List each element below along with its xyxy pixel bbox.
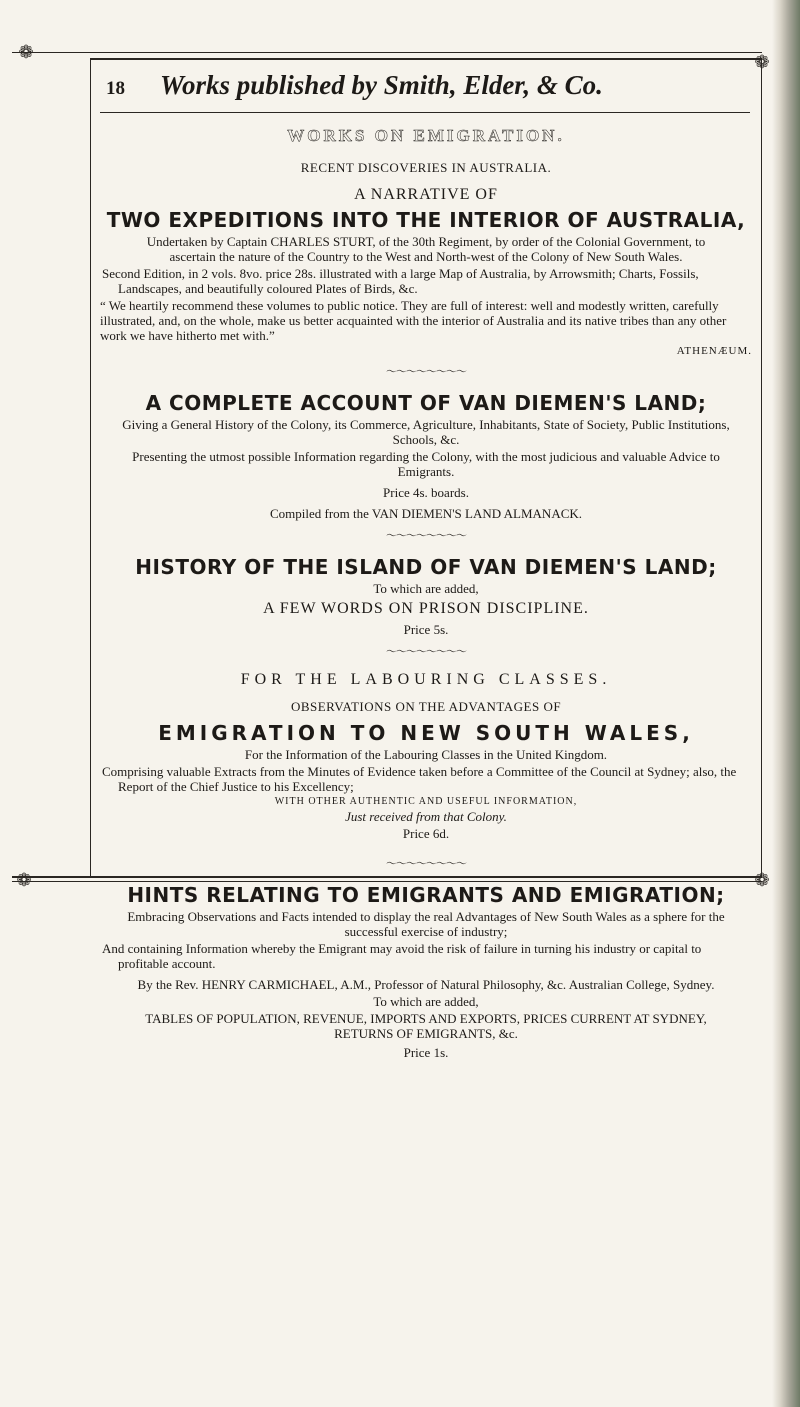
entry-hints-emigrants	[100, 883, 752, 1060]
entry-title: A COMPLETE ACCOUNT OF VAN DIEMEN'S LAND;	[145, 391, 707, 415]
entry-quote: “ We heartily recommend these volumes to public notice. They are full of interest: well and modestly written, carefully illustrated, and, on the whole, make us better acquainted with the interior of Australia and its native tribes than any other work we have hitherto met with.”	[100, 298, 727, 343]
entry-price: Price 4s. boards.	[383, 485, 469, 500]
entry-subtitle: A FEW WORDS ON PRISON DISCIPLINE.	[263, 600, 589, 617]
entry-price: Price 1s.	[403, 1045, 449, 1060]
entry-tables: TABLES OF POPULATION, REVENUE, IMPORTS AND EXPORTS, PRICES CURRENT AT SYDNEY, RETURNS OF EMIGRANTS, &c.	[145, 1011, 707, 1041]
entry-title: TWO EXPEDITIONS INTO THE INTERIOR OF AUSTRALIA,	[106, 208, 746, 232]
divider-squiggle: 〜〜〜〜〜〜〜〜	[386, 366, 466, 378]
entry-history-van-diemens-land	[100, 555, 752, 659]
entry-comprising: Comprising valuable Extracts from the Minutes of Evidence taken before a Committee of the Council at Sydney; also, the Report of the Chief Justice to his Excellency;	[102, 764, 737, 794]
entry-kicker: FOR THE LABOURING CLASSES.	[240, 671, 612, 688]
entry-for-line: For the Information of the Labouring Classes in the United Kingdom.	[244, 747, 608, 762]
divider-squiggle: 〜〜〜〜〜〜〜〜	[386, 858, 466, 870]
entry-two-expeditions	[100, 160, 752, 379]
quote-source: ATHENÆUM.	[676, 345, 752, 357]
entry-edition: Second Edition, in 2 vols. 8vo. price 28s. illustrated with a large Map of Australia, by Arrowsmith; Charts, Fossils, Landscapes, and beautifully coloured Plates of Birds, &c.	[102, 266, 699, 296]
entry-observations: OBSERVATIONS ON THE ADVANTAGES OF	[290, 699, 562, 714]
entry-subtitle: A NARRATIVE OF	[354, 186, 498, 203]
page-number: 18	[106, 78, 125, 99]
frame-rule-top-inner	[90, 58, 762, 60]
entry-line: Presenting the utmost possible Information regarding the Colony, with the most judicious and valuable Advice to Emigrants.	[132, 449, 720, 479]
frame-rule-left	[90, 58, 91, 878]
entry-line: Giving a General History of the Colony, its Commerce, Agriculture, Inhabitants, State of Society, Public Institutions, Schools, &c.	[122, 417, 730, 447]
entry-containing: And containing Information whereby the Emigrant may avoid the risk of failure in turning his industry or capital to profitable account.	[102, 941, 702, 971]
corner-ornament-icon: ❁	[754, 52, 770, 72]
entry-embracing: Embracing Observations and Facts intended to display the real Advantages of New South Wales as a sphere for the successful exercise of industry;	[127, 909, 725, 939]
divider-squiggle: 〜〜〜〜〜〜〜〜	[386, 646, 466, 658]
entry-van-diemens-land-account	[100, 391, 752, 543]
entry-price: Price 5s.	[403, 622, 449, 637]
entry-emigration-nsw	[100, 671, 752, 871]
section-heading: WORKS ON EMIGRATION.	[287, 126, 565, 145]
entry-just-received: Just received from that Colony.	[345, 809, 507, 824]
entry-with-other: WITH OTHER AUTHENTIC AND USEFUL INFORMATION,	[274, 796, 578, 807]
entry-added: To which are added,	[373, 994, 479, 1009]
entry-compiled: Compiled from the VAN DIEMEN'S LAND ALMANACK.	[269, 506, 583, 521]
frame-rule-top	[12, 52, 762, 53]
page-content	[100, 124, 752, 1062]
entry-title: HINTS RELATING TO EMIGRANTS AND EMIGRATION;	[127, 883, 725, 907]
frame-rule-right	[761, 58, 762, 878]
entry-price: Price 6d.	[402, 826, 450, 841]
divider-squiggle: 〜〜〜〜〜〜〜〜	[386, 530, 466, 542]
entry-title: HISTORY OF THE ISLAND OF VAN DIEMEN'S LAND;	[135, 555, 717, 579]
corner-ornament-icon: ❁	[16, 870, 32, 890]
corner-ornament-icon: ❁	[754, 870, 770, 890]
running-title: Works published by Smith, Elder, & Co.	[160, 70, 603, 100]
entry-added: To which are added,	[373, 581, 479, 596]
corner-ornament-icon: ❁	[18, 42, 34, 62]
header-rule	[100, 112, 750, 113]
page-edge-shadow	[772, 0, 800, 1407]
entry-description: Undertaken by Captain CHARLES STURT, of the 30th Regiment, by order of the Colonial Government, to ascertain the nature of the Country to the West and North-west of the Colony of New South Wales.	[146, 234, 706, 264]
entry-author: By the Rev. HENRY CARMICHAEL, A.M., Professor of Natural Philosophy, &c. Australian College, Sydney.	[137, 977, 715, 992]
entry-kicker: RECENT DISCOVERIES IN AUSTRALIA.	[300, 160, 552, 175]
entry-title: EMIGRATION TO NEW SOUTH WALES,	[158, 721, 694, 745]
